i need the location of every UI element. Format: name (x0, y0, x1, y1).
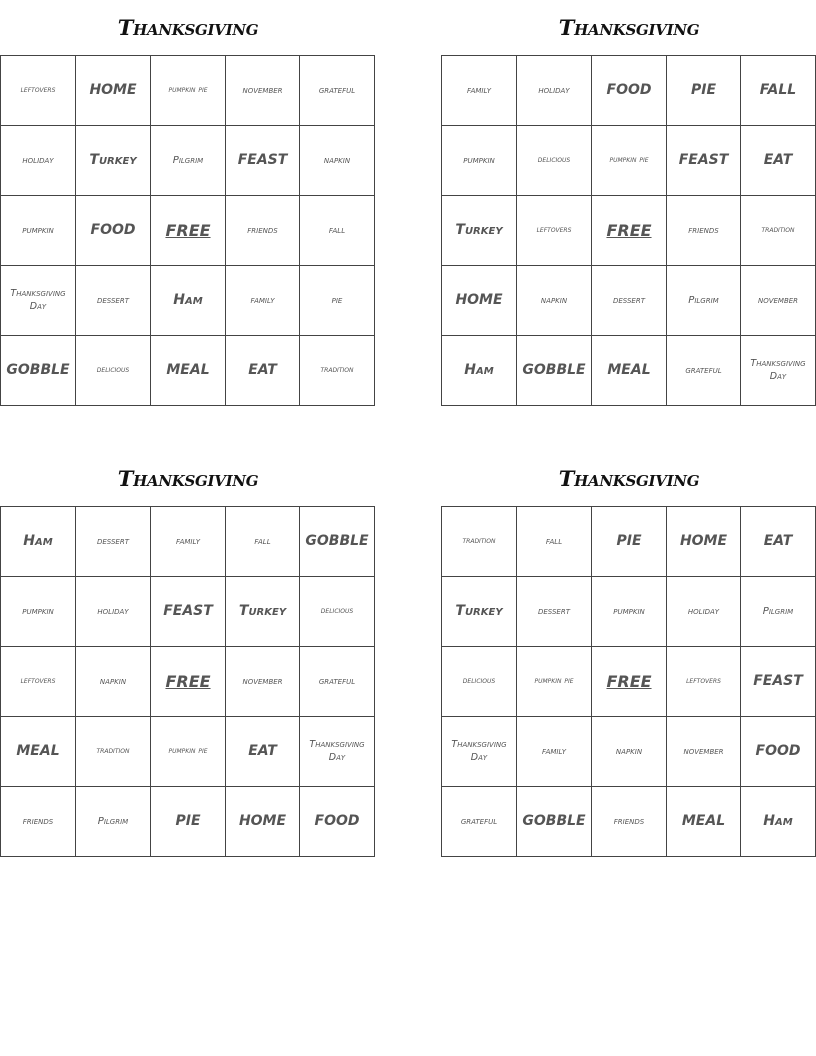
bingo-grid (441, 506, 816, 857)
bingo-cell (150, 265, 226, 336)
bingo-cell (666, 576, 741, 647)
bingo-cell (225, 506, 300, 577)
cell-word: MEAL (16, 743, 60, 760)
bingo-cell (0, 646, 76, 717)
cell-word: delicious (462, 676, 496, 687)
cell-word: FREE (606, 220, 652, 240)
bingo-cell (740, 125, 816, 196)
bingo-cell (591, 265, 667, 336)
cell-word: Ham (173, 292, 203, 309)
bingo-cell (0, 55, 76, 126)
bingo-cell (75, 125, 151, 196)
card-title: Thanksgiving (558, 466, 700, 491)
bingo-cell (441, 125, 517, 196)
bingo-cell (666, 786, 741, 857)
bingo-cell (666, 646, 741, 717)
cell-word: FOOD (314, 813, 360, 830)
cell-word: leftovers (20, 676, 56, 687)
cell-word: tradition (761, 225, 795, 236)
bingo-cell (441, 646, 517, 717)
cell-word: dessert (96, 294, 129, 306)
bingo-card-bottom-left (0, 451, 376, 830)
cell-word: FALL (759, 82, 797, 99)
bingo-cell (150, 576, 226, 647)
cell-word: napkin (615, 745, 643, 757)
cell-word: Turkey (238, 603, 287, 620)
cell-word: family (466, 84, 491, 96)
cell-word: tradition (96, 746, 130, 757)
cell-word: EAT (248, 362, 277, 379)
cell-word: pumpkin pie (534, 676, 574, 687)
cell-word: HOME (679, 533, 728, 550)
bingo-cell (740, 265, 816, 336)
cell-word: grateful (460, 815, 498, 827)
bingo-cell (740, 506, 816, 577)
bingo-cell (516, 265, 592, 336)
cell-word: pumpkin pie (168, 85, 208, 96)
cell-word: Turkey (455, 603, 503, 620)
cell-word: friends (688, 224, 719, 236)
cell-word: november (242, 84, 283, 96)
bingo-cell (666, 195, 741, 266)
bingo-cell (740, 335, 816, 406)
cell-word: Pilgrim (688, 294, 719, 306)
cell-word: delicious (320, 606, 354, 617)
cell-word: dessert (96, 535, 129, 547)
cell-word: PIE (690, 82, 717, 99)
bingo-cell (0, 265, 76, 336)
cell-word: Pilgrim (762, 605, 794, 617)
bingo-cell (225, 646, 300, 717)
bingo-cell (225, 786, 300, 857)
bingo-cell (299, 195, 375, 266)
cell-word: Thanksgiving Day (750, 357, 806, 382)
bingo-cell (299, 716, 375, 787)
bingo-cell (666, 265, 741, 336)
cell-word: MEAL (166, 362, 210, 379)
bingo-cell (740, 646, 816, 717)
bingo-cell (516, 125, 592, 196)
cell-word: grateful (318, 84, 356, 96)
free-space-cell (591, 195, 667, 266)
bingo-cell (516, 716, 592, 787)
bingo-cell (150, 125, 226, 196)
cell-word: pumpkin pie (168, 746, 208, 757)
cell-word: Turkey (455, 222, 503, 239)
bingo-cell (591, 576, 667, 647)
cell-word: friends (22, 815, 54, 827)
cell-word: FOOD (606, 82, 652, 99)
cell-word: Ham (464, 362, 494, 379)
cell-word: friends (247, 224, 278, 236)
cell-word: Pilgrim (172, 154, 204, 166)
cell-word: holiday (22, 154, 54, 166)
bingo-cell (516, 576, 592, 647)
card-title: Thanksgiving (117, 466, 259, 491)
bingo-cell (666, 125, 741, 196)
bingo-cell (0, 335, 76, 406)
cell-word: Thanksgiving Day (10, 287, 66, 312)
bingo-cell (666, 716, 741, 787)
cell-word: dessert (537, 605, 570, 617)
bingo-cell (299, 646, 375, 717)
bingo-cell (516, 646, 592, 717)
bingo-cell (516, 506, 592, 577)
bingo-cell (225, 716, 300, 787)
cell-word: fall (328, 224, 346, 236)
bingo-cell (299, 576, 375, 647)
cell-word: dessert (612, 294, 645, 306)
cell-word: GOBBLE (6, 362, 70, 379)
bingo-grid (0, 55, 376, 406)
cell-word: family (250, 294, 275, 306)
cell-word: Ham (23, 533, 53, 550)
bingo-cell (516, 786, 592, 857)
bingo-cell (225, 576, 300, 647)
cell-word: tradition (462, 536, 496, 547)
bingo-cell (0, 506, 76, 577)
bingo-cell (75, 55, 151, 126)
bingo-cell (740, 576, 816, 647)
cell-word: grateful (318, 675, 356, 687)
bingo-cell (299, 55, 375, 126)
free-space-cell (150, 195, 226, 266)
bingo-cell (441, 335, 517, 406)
bingo-cell (0, 125, 76, 196)
free-space-cell (150, 646, 226, 717)
bingo-cell (299, 786, 375, 857)
cell-word: Turkey (89, 152, 137, 169)
bingo-cell (299, 125, 375, 196)
cell-word: HOME (455, 292, 503, 309)
bingo-cell (225, 335, 300, 406)
cell-word: Ham (763, 813, 793, 830)
cell-word: FREE (165, 220, 211, 240)
cell-word: leftovers (20, 85, 56, 96)
cell-word: pumpkin pie (609, 155, 649, 166)
bingo-cell (225, 265, 300, 336)
cell-word: tradition (320, 365, 354, 376)
bingo-cell (299, 506, 375, 577)
cell-word: GOBBLE (305, 533, 369, 550)
cell-word: leftovers (686, 676, 721, 687)
cell-word: FEAST (237, 152, 288, 169)
cell-word: fall (545, 535, 563, 547)
bingo-cell (150, 716, 226, 787)
cell-word: november (683, 745, 724, 757)
bingo-cell (225, 125, 300, 196)
bingo-cell (441, 576, 517, 647)
cell-word: november (242, 675, 283, 687)
cell-word: friends (613, 815, 645, 827)
cell-word: Thanksgiving Day (309, 738, 365, 763)
bingo-cell (75, 506, 151, 577)
bingo-cell (0, 195, 76, 266)
cell-word: HOME (238, 813, 287, 830)
cell-word: EAT (248, 743, 277, 760)
cell-word: FOOD (755, 743, 801, 760)
bingo-cell (75, 335, 151, 406)
bingo-cell (75, 716, 151, 787)
bingo-cell (441, 786, 517, 857)
bingo-cell (0, 716, 76, 787)
cell-word: FEAST (163, 603, 213, 620)
bingo-cell (75, 646, 151, 717)
cell-word: holiday (538, 84, 570, 96)
cell-word: delicious (96, 365, 130, 376)
bingo-cell (591, 506, 667, 577)
bingo-cell (0, 576, 76, 647)
cell-word: family (175, 535, 200, 547)
bingo-cell (150, 786, 226, 857)
bingo-cell (740, 786, 816, 857)
bingo-cell (591, 55, 667, 126)
bingo-cell (225, 55, 300, 126)
bingo-cell (591, 786, 667, 857)
card-title: Thanksgiving (117, 15, 259, 40)
bingo-cell (666, 506, 741, 577)
cell-word: FEAST (753, 673, 803, 690)
bingo-cell (75, 195, 151, 266)
bingo-cell (75, 576, 151, 647)
cell-word: PIE (175, 813, 201, 830)
cell-word: GOBBLE (522, 813, 586, 830)
cell-word: grateful (685, 364, 722, 376)
cell-word: holiday (687, 605, 720, 617)
bingo-card-top-right (441, 0, 816, 382)
cell-word: FOOD (90, 222, 136, 239)
cell-word: napkin (323, 154, 351, 166)
bingo-cell (740, 195, 816, 266)
bingo-card-bottom-right (441, 451, 816, 830)
cell-word: holiday (97, 605, 129, 617)
cell-word: MEAL (681, 813, 726, 830)
cell-word: pumpkin (22, 605, 54, 617)
bingo-cell (516, 195, 592, 266)
cell-word: FREE (165, 671, 211, 691)
cell-word: fall (254, 535, 271, 547)
bingo-cell (591, 335, 667, 406)
card-title: Thanksgiving (558, 15, 700, 40)
bingo-cell (75, 265, 151, 336)
cell-word: GOBBLE (522, 362, 586, 379)
bingo-cell (150, 55, 226, 126)
bingo-grid (441, 55, 816, 406)
bingo-cell (225, 195, 300, 266)
cell-word: FEAST (678, 152, 729, 169)
cell-word: HOME (89, 82, 137, 99)
bingo-cell (740, 716, 816, 787)
bingo-cell (150, 506, 226, 577)
bingo-cell (150, 335, 226, 406)
bingo-cell (516, 335, 592, 406)
bingo-cell (299, 335, 375, 406)
cell-word: EAT (763, 152, 793, 169)
cell-word: FREE (606, 671, 652, 691)
bingo-cell (591, 125, 667, 196)
bingo-cell (516, 55, 592, 126)
bingo-cell (666, 55, 741, 126)
bingo-cell (591, 716, 667, 787)
cell-word: family (541, 745, 566, 757)
cell-word: napkin (99, 675, 127, 687)
cell-word: delicious (537, 155, 571, 166)
cell-word: pumpkin (613, 605, 645, 617)
bingo-cell (441, 716, 517, 787)
bingo-cell (441, 55, 517, 126)
cell-word: PIE (616, 533, 642, 550)
free-space-cell (591, 646, 667, 717)
bingo-card-top-left (0, 0, 376, 379)
cell-word: pie (331, 294, 343, 306)
cell-word: leftovers (536, 225, 572, 236)
cell-word: pumpkin (22, 224, 54, 236)
bingo-grid (0, 506, 376, 857)
bingo-cell (441, 265, 517, 336)
bingo-cell (75, 786, 151, 857)
cell-word: Thanksgiving Day (451, 738, 507, 763)
cell-word: Pilgrim (97, 815, 129, 827)
cell-word: EAT (763, 533, 793, 550)
cell-word: MEAL (607, 362, 651, 379)
bingo-cell (299, 265, 375, 336)
bingo-cell (441, 195, 517, 266)
bingo-cell (441, 506, 517, 577)
cell-word: pumpkin (463, 154, 495, 166)
bingo-cell (740, 55, 816, 126)
bingo-cell (666, 335, 741, 406)
bingo-cell (0, 786, 76, 857)
cell-word: napkin (540, 294, 568, 306)
cell-word: november (757, 294, 799, 306)
